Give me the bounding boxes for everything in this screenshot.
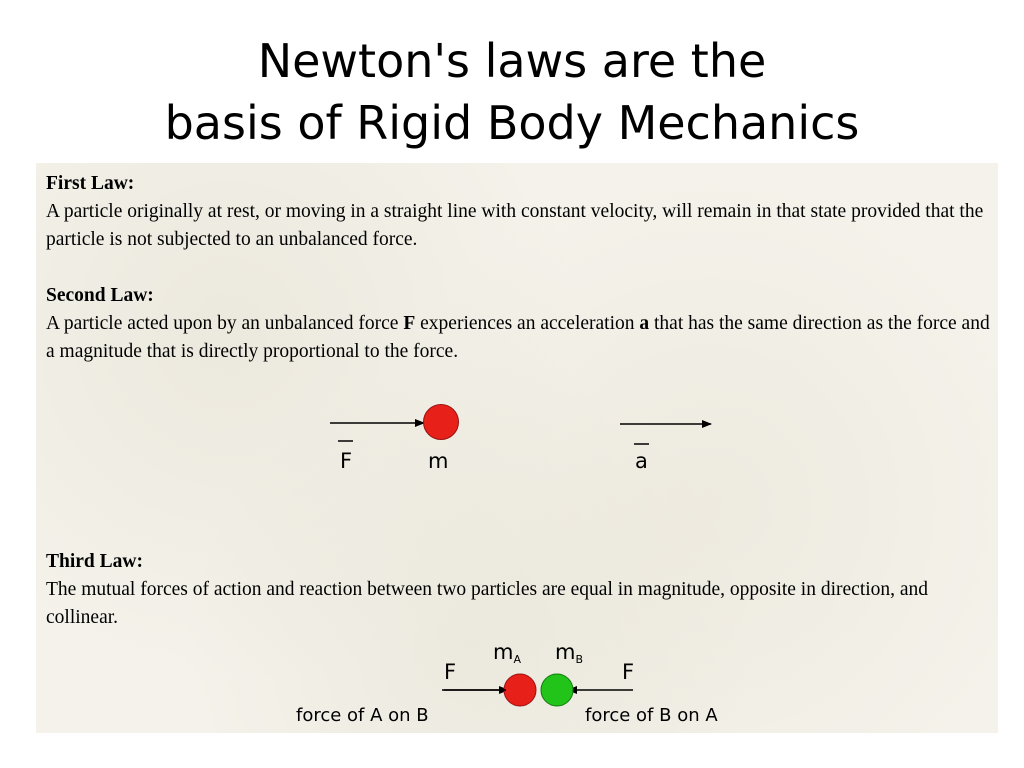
- particle-b: [541, 674, 573, 706]
- second-law-heading: Second Law:: [46, 285, 154, 306]
- laws-diagram-svg: [36, 163, 998, 733]
- second-law-diagram: [330, 405, 711, 474]
- second-law-text-part3: that has the same direction as the force and a magnitude that is directly proportional to the force.: [46, 313, 990, 362]
- force-a-on-b-caption: force of A on B: [296, 705, 429, 726]
- particle-a: [504, 674, 536, 706]
- mass-b-main: m: [555, 640, 576, 664]
- mass-b-subscript: B: [575, 653, 584, 666]
- third-law-text: The mutual forces of action and reaction between two particles are equal in magnitude, opposite in direction, and collinear.: [46, 579, 929, 628]
- slide-title: [0, 30, 1024, 154]
- mass-a-label: [493, 640, 521, 666]
- laws-figure: [36, 163, 998, 733]
- mass-a-main: m: [493, 640, 514, 664]
- mass-a-subscript: A: [513, 653, 521, 666]
- first-law-text: A particle originally at rest, or moving in a straight line with constant velocity, will remain in that state provided that the particle is not subjected to an unbalanced force.: [46, 201, 984, 250]
- force-b-on-a-caption: force of B on A: [585, 705, 718, 726]
- acceleration-label: a: [635, 449, 648, 473]
- force-label: F: [340, 449, 353, 473]
- first-law-heading: First Law:: [46, 173, 135, 194]
- second-law-text-part2: experiences an acceleration: [415, 313, 640, 334]
- left-force-label: F: [444, 660, 457, 684]
- third-law-diagram: [296, 640, 718, 726]
- particle-m: [424, 405, 459, 440]
- second-law-bold-accel: a: [639, 313, 650, 334]
- slide-title-line1: Newton's laws are the: [257, 34, 767, 88]
- second-law-text-part1: A particle acted upon by an unbalanced force: [46, 313, 404, 334]
- third-law-heading: Third Law:: [46, 551, 143, 572]
- second-law-bold-force: F: [403, 313, 416, 334]
- mass-label: m: [428, 449, 449, 473]
- right-force-label: F: [622, 660, 635, 684]
- mass-b-label: [555, 640, 583, 666]
- slide-title-line2: basis of Rigid Body Mechanics: [164, 96, 860, 150]
